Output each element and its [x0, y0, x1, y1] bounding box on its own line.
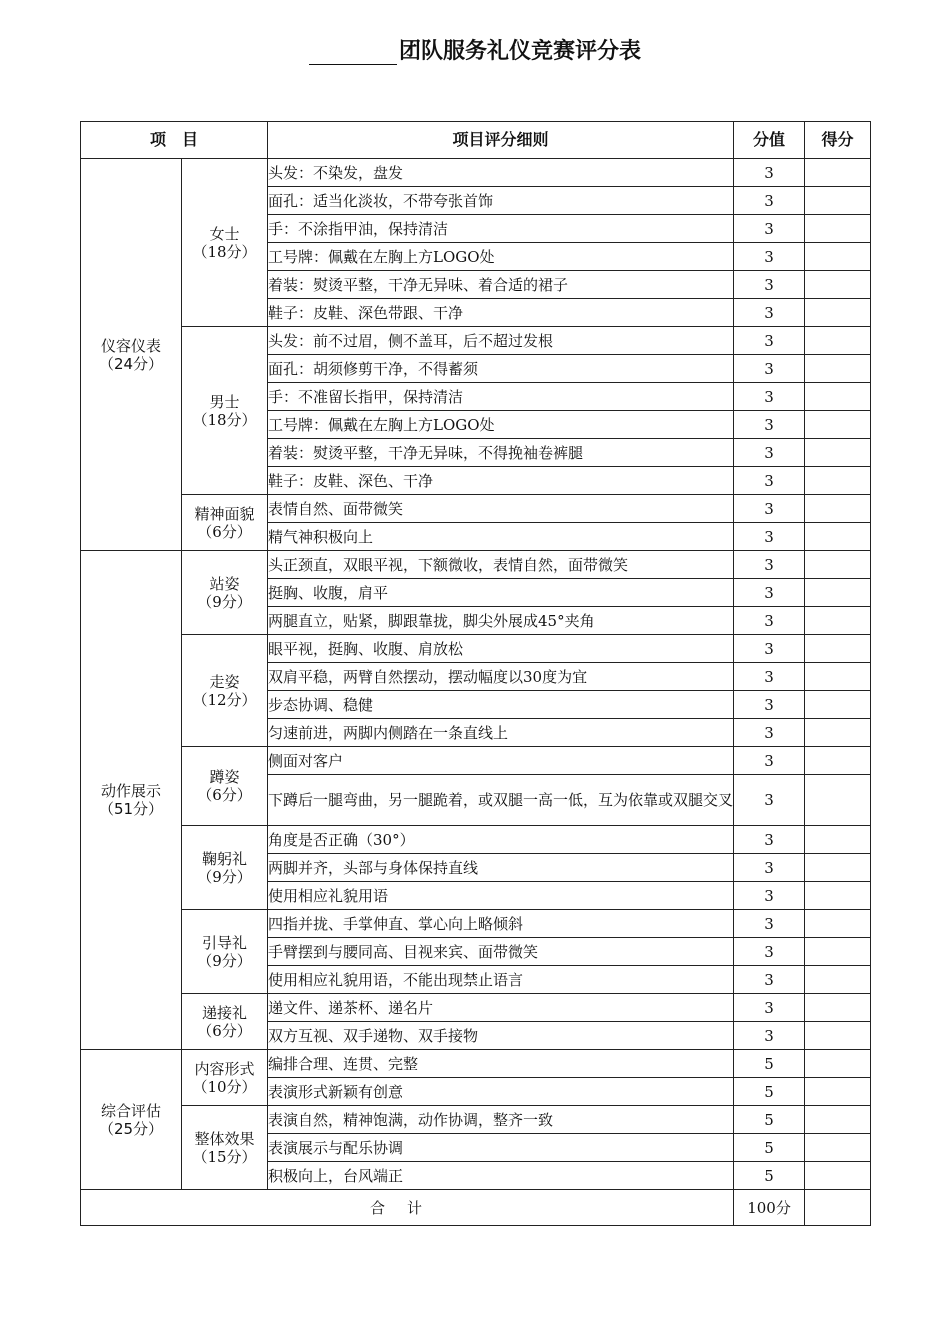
score-input-cell[interactable] — [805, 411, 871, 439]
point-value: 5 — [734, 1162, 805, 1190]
table-row — [81, 747, 871, 775]
criterion-text: 手臂摆到与腰同高、目视来宾、面带微笑 — [268, 938, 734, 966]
point-value: 5 — [734, 1106, 805, 1134]
subcategory-name: 精神面貌 — [194, 504, 255, 523]
subcategory-cell — [182, 635, 268, 747]
point-value: 3 — [734, 854, 805, 882]
score-table — [80, 121, 871, 1226]
point-value: 3 — [734, 383, 805, 411]
criterion-text: 表演形式新颖有创意 — [268, 1078, 734, 1106]
point-value: 5 — [734, 1078, 805, 1106]
subcategory-name: 女士 — [209, 224, 240, 243]
table-row — [81, 826, 871, 854]
score-input-cell[interactable] — [805, 1162, 871, 1190]
subcategory-name: 递接礼 — [202, 1003, 248, 1022]
score-input-cell[interactable] — [805, 1106, 871, 1134]
header-score: 得分 — [805, 122, 871, 159]
score-input-cell[interactable] — [805, 467, 871, 495]
point-value: 3 — [734, 467, 805, 495]
criterion-text: 侧面对客户 — [268, 747, 734, 775]
point-value: 3 — [734, 747, 805, 775]
criterion-text: 使用相应礼貌用语 — [268, 882, 734, 910]
score-input-cell[interactable] — [805, 327, 871, 355]
subcategory-name: 内容形式 — [194, 1059, 255, 1078]
score-input-cell[interactable] — [805, 439, 871, 467]
point-value: 3 — [734, 299, 805, 327]
point-value: 3 — [734, 775, 805, 826]
criterion-text: 头发：前不过眉，侧不盖耳，后不超过发根 — [268, 327, 734, 355]
subcategory-name: 男士 — [209, 392, 240, 411]
criterion-text: 挺胸、收腹，肩平 — [268, 579, 734, 607]
criterion-text: 工号牌：佩戴在左胸上方LOGO处 — [268, 243, 734, 271]
subcategory-points: （18分） — [192, 410, 257, 429]
criterion-text: 着装：熨烫平整，干净无异味，不得挽袖卷裤腿 — [268, 439, 734, 467]
table-row — [81, 910, 871, 938]
criterion-text: 头发：不染发，盘发 — [268, 159, 734, 187]
point-value: 3 — [734, 719, 805, 747]
subcategory-name: 鞠躬礼 — [202, 849, 248, 868]
score-input-cell[interactable] — [805, 1078, 871, 1106]
table-row — [81, 495, 871, 523]
point-value: 3 — [734, 243, 805, 271]
criterion-text: 使用相应礼貌用语，不能出现禁止语言 — [268, 966, 734, 994]
category-cell — [81, 551, 182, 1050]
point-value: 3 — [734, 523, 805, 551]
point-value: 3 — [734, 966, 805, 994]
subcategory-name: 站姿 — [209, 574, 240, 593]
criterion-text: 表演展示与配乐协调 — [268, 1134, 734, 1162]
header-value: 分值 — [734, 122, 805, 159]
table-row — [81, 159, 871, 187]
point-value: 3 — [734, 994, 805, 1022]
criterion-text: 表情自然、面带微笑 — [268, 495, 734, 523]
criterion-text: 鞋子：皮鞋、深色、干净 — [268, 467, 734, 495]
total-label: 合计 — [81, 1190, 734, 1226]
score-input-cell[interactable] — [805, 826, 871, 854]
category-points: （25分） — [98, 1119, 164, 1138]
point-value: 3 — [734, 938, 805, 966]
table-row — [81, 327, 871, 355]
score-input-cell[interactable] — [805, 159, 871, 187]
page-title — [0, 34, 950, 65]
point-value: 3 — [734, 826, 805, 854]
criterion-text: 表演自然，精神饱满，动作协调，整齐一致 — [268, 1106, 734, 1134]
category-points: （51分） — [98, 800, 164, 818]
subcategory-points: （15分） — [192, 1147, 257, 1166]
point-value: 3 — [734, 215, 805, 243]
point-value: 3 — [734, 882, 805, 910]
subcategory-points: （9分） — [197, 867, 252, 886]
subcategory-cell — [182, 1050, 268, 1106]
score-input-cell[interactable] — [805, 1134, 871, 1162]
subcategory-points: （9分） — [197, 592, 252, 611]
point-value: 3 — [734, 607, 805, 635]
category-name: 仪容仪表 — [100, 336, 161, 355]
criterion-text: 两脚并齐，头部与身体保持直线 — [268, 854, 734, 882]
point-value: 3 — [734, 663, 805, 691]
criterion-text: 角度是否正确（30°） — [268, 826, 734, 854]
point-value: 5 — [734, 1134, 805, 1162]
point-value: 3 — [734, 551, 805, 579]
score-input-cell[interactable] — [805, 747, 871, 775]
subcategory-cell — [182, 910, 268, 994]
point-value: 3 — [734, 910, 805, 938]
criterion-text: 两腿直立，贴紧，脚跟靠拢，脚尖外展成45°夹角 — [268, 607, 734, 635]
table-row — [81, 635, 871, 663]
criterion-text: 工号牌：佩戴在左胸上方LOGO处 — [268, 411, 734, 439]
subcategory-points: （6分） — [197, 1021, 252, 1040]
criterion-text: 双方互视、双手递物、双手接物 — [268, 1022, 734, 1050]
total-value: 100分 — [734, 1190, 805, 1226]
criterion-text: 面孔：适当化淡妆，不带夸张首饰 — [268, 187, 734, 215]
table-row — [81, 994, 871, 1022]
criterion-text: 编排合理、连贯、完整 — [268, 1050, 734, 1078]
table-row — [81, 1050, 871, 1078]
point-value: 3 — [734, 635, 805, 663]
point-value: 3 — [734, 495, 805, 523]
title-text: 团队服务礼仪竞赛评分表 — [398, 39, 641, 64]
point-value: 5 — [734, 1050, 805, 1078]
category-points: （24分） — [98, 354, 164, 373]
subcategory-points: （6分） — [197, 786, 252, 804]
criterion-text: 鞋子：皮鞋、深色带跟、干净 — [268, 299, 734, 327]
criterion-text: 匀速前进，两脚内侧踏在一条直线上 — [268, 719, 734, 747]
score-input-cell[interactable] — [805, 910, 871, 938]
criterion-text: 递文件、递茶杯、递名片 — [268, 994, 734, 1022]
score-input-cell[interactable] — [805, 355, 871, 383]
score-input-cell[interactable] — [805, 523, 871, 551]
criterion-text: 四指并拢、手掌伸直、掌心向上略倾斜 — [268, 910, 734, 938]
subcategory-cell — [182, 1106, 268, 1190]
subcategory-cell — [182, 327, 268, 495]
subcategory-cell — [182, 826, 268, 910]
header-row — [81, 122, 871, 159]
point-value: 3 — [734, 159, 805, 187]
subcategory-cell — [182, 747, 268, 826]
team-name-blank — [309, 42, 397, 65]
subcategory-cell — [182, 495, 268, 551]
point-value: 3 — [734, 439, 805, 467]
point-value: 3 — [734, 691, 805, 719]
score-input-cell[interactable] — [805, 215, 871, 243]
subcategory-name: 整体效果 — [194, 1129, 255, 1148]
criterion-text: 手：不涂指甲油，保持清洁 — [268, 215, 734, 243]
category-name: 综合评估 — [100, 1101, 161, 1120]
criterion-text: 面孔：胡须修剪干净，不得蓄须 — [268, 355, 734, 383]
score-input-cell[interactable] — [805, 635, 871, 663]
score-input-cell[interactable] — [805, 775, 871, 826]
score-input-cell[interactable] — [805, 854, 871, 882]
score-input-cell[interactable] — [805, 994, 871, 1022]
criterion-text: 双肩平稳，两臂自然摆动，摆动幅度以30度为宜 — [268, 663, 734, 691]
point-value: 3 — [734, 327, 805, 355]
score-input-cell[interactable] — [805, 938, 871, 966]
score-input-cell[interactable] — [805, 719, 871, 747]
table-row — [81, 551, 871, 579]
score-input-cell[interactable] — [805, 187, 871, 215]
criterion-text: 头正颈直，双眼平视，下额微收，表情自然，面带微笑 — [268, 551, 734, 579]
table-row — [81, 1106, 871, 1134]
point-value: 3 — [734, 1022, 805, 1050]
score-input-cell[interactable] — [805, 663, 871, 691]
score-input-cell[interactable] — [805, 1022, 871, 1050]
subcategory-points: （6分） — [197, 522, 252, 541]
category-cell — [81, 1050, 182, 1190]
subcategory-name: 引导礼 — [202, 933, 248, 952]
point-value: 3 — [734, 579, 805, 607]
score-input-cell[interactable] — [805, 299, 871, 327]
subcategory-points: （9分） — [197, 951, 252, 970]
point-value: 3 — [734, 355, 805, 383]
score-input-cell[interactable] — [805, 579, 871, 607]
criterion-text: 步态协调、稳健 — [268, 691, 734, 719]
total-row — [81, 1190, 871, 1226]
point-value: 3 — [734, 271, 805, 299]
subcategory-name: 走姿 — [209, 672, 240, 691]
subcategory-cell — [182, 994, 268, 1050]
criterion-text: 精气神积极向上 — [268, 523, 734, 551]
score-input-cell[interactable] — [805, 551, 871, 579]
score-input-cell[interactable] — [805, 243, 871, 271]
criterion-text: 眼平视，挺胸、收腹、肩放松 — [268, 635, 734, 663]
score-input-cell[interactable] — [805, 495, 871, 523]
score-input-cell[interactable] — [805, 966, 871, 994]
subcategory-points: （12分） — [192, 690, 257, 709]
subcategory-cell — [182, 551, 268, 635]
subcategory-points: （18分） — [192, 242, 257, 261]
criterion-text: 着装：熨烫平整，干净无异味、着合适的裙子 — [268, 271, 734, 299]
score-input-cell[interactable] — [805, 882, 871, 910]
point-value: 3 — [734, 187, 805, 215]
header-detail: 项目评分细则 — [268, 122, 734, 159]
subcategory-name: 蹲姿 — [209, 768, 240, 786]
criterion-text: 下蹲后一腿弯曲，另一腿跪着，或双腿一高一低，互为依靠或双腿交叉 — [268, 775, 734, 826]
score-input-cell[interactable] — [805, 383, 871, 411]
score-input-cell[interactable] — [805, 271, 871, 299]
point-value: 3 — [734, 411, 805, 439]
criterion-text: 积极向上，台风端正 — [268, 1162, 734, 1190]
header-item: 项 目 — [81, 122, 268, 159]
category-cell — [81, 159, 182, 551]
subcategory-points: （10分） — [192, 1077, 257, 1096]
score-input-cell[interactable] — [805, 1050, 871, 1078]
score-input-cell[interactable] — [805, 607, 871, 635]
subcategory-cell — [182, 159, 268, 327]
criterion-text: 手：不准留长指甲，保持清洁 — [268, 383, 734, 411]
score-input-cell[interactable] — [805, 691, 871, 719]
total-score-cell[interactable] — [805, 1190, 871, 1226]
category-name: 动作展示 — [100, 782, 161, 800]
